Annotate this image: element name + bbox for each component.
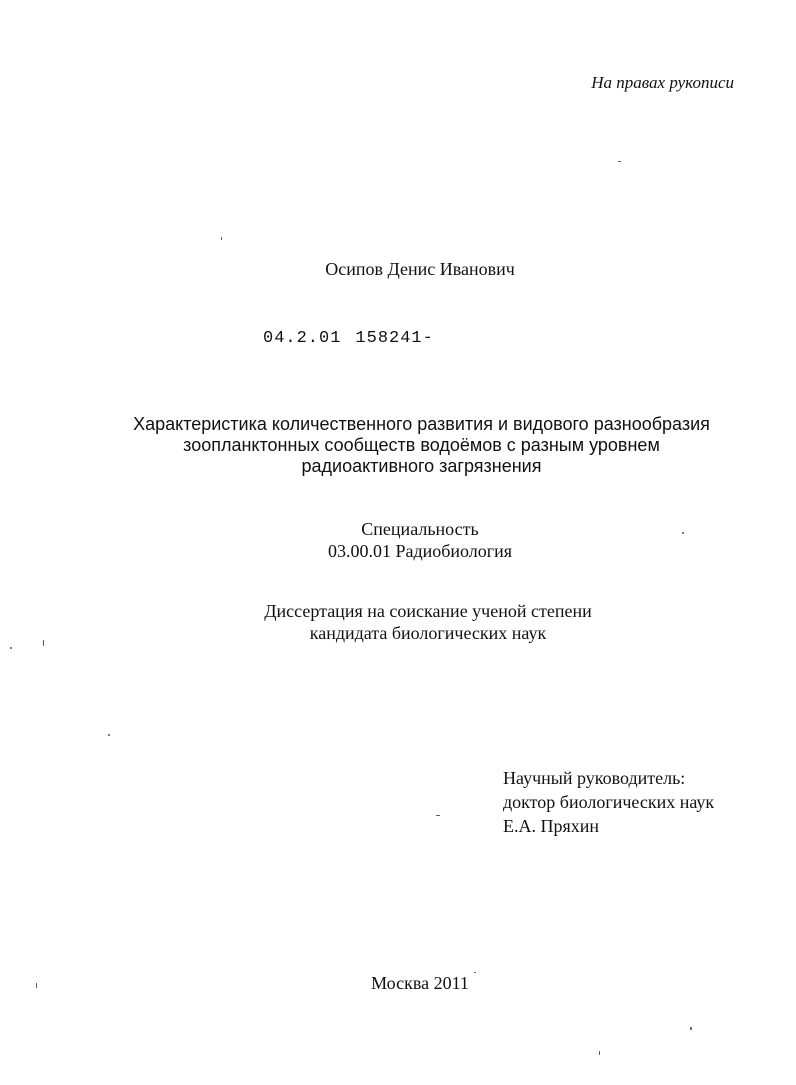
scan-speck: [618, 161, 621, 162]
archive-number-part2: 158241: [355, 329, 423, 348]
specialty-label: Специальность: [361, 519, 479, 539]
scan-speck: [436, 815, 440, 816]
scan-speck: [682, 532, 684, 534]
author-name: Осипов Денис Иванович: [325, 259, 515, 279]
archive-number: [263, 329, 434, 348]
supervisor-label: Научный руководитель:: [503, 768, 686, 788]
title-line: зоопланктонных сообществ водоёмов с разным уровнем: [183, 435, 660, 455]
scan-speck: [108, 734, 110, 736]
title-line: Характеристика количественного развития и видового разнообразия: [133, 414, 710, 434]
supervisor-block: [503, 766, 714, 838]
archive-number-part1: 04.2.01: [263, 329, 342, 348]
archive-number-dash: -: [422, 329, 434, 348]
supervisor-name: Е.А. Пряхин: [503, 816, 600, 836]
degree-line-2: кандидата биологических наук: [309, 623, 547, 643]
supervisor-degree: доктор биологических наук: [503, 792, 715, 812]
scan-speck: [690, 1027, 692, 1030]
scan-speck: [474, 972, 476, 973]
degree-line-1: Диссертация на соискание ученой степени: [264, 601, 592, 621]
scan-speck: [599, 1051, 600, 1055]
manuscript-note: На правах рукописи: [591, 73, 734, 92]
scan-speck: [36, 983, 37, 988]
dissertation-degree: [0, 600, 796, 644]
title-line: радиоактивного загрязнения: [301, 456, 542, 476]
specialty-block: [0, 518, 796, 562]
dissertation-title: [0, 414, 796, 477]
city-year: Москва 2011: [371, 973, 469, 993]
scan-speck: [221, 237, 222, 240]
scan-speck: [10, 647, 12, 649]
specialty-code: 03.00.01 Радиобиология: [327, 541, 513, 561]
scan-speck: [43, 640, 44, 646]
